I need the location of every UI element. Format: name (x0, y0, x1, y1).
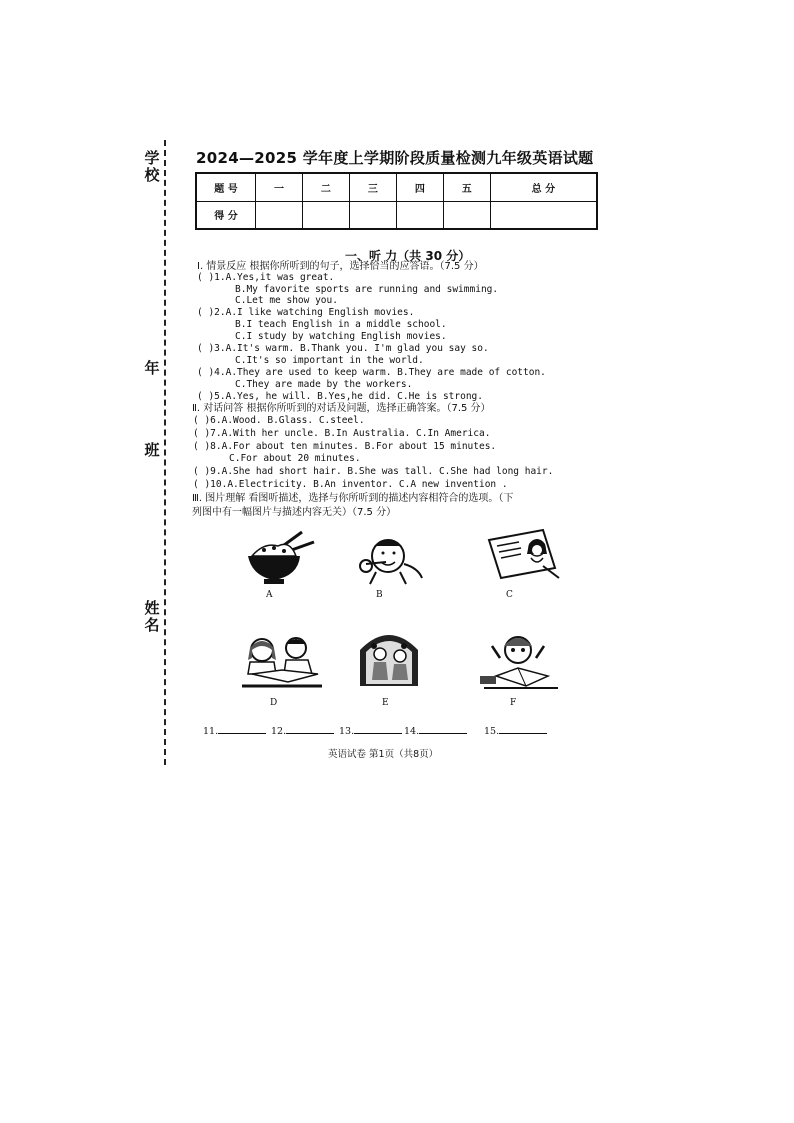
answer-blank-15[interactable] (484, 724, 547, 737)
score-table (195, 172, 598, 230)
picture-label-c: C (506, 590, 513, 600)
question-line: C.For about 20 minutes. (229, 453, 361, 464)
answer-blank-14[interactable] (404, 724, 467, 737)
score-header-cell: 五 (443, 173, 490, 201)
score-table-score-row (196, 201, 597, 229)
score-header-cell: 二 (302, 173, 349, 201)
blank-number: 12. (271, 726, 287, 737)
side-label-class: 班 (144, 441, 160, 459)
side-label-name: 姓名 (144, 599, 160, 634)
score-cell[interactable] (302, 201, 349, 229)
answer-blank-12[interactable] (271, 724, 334, 737)
picture-label-e: E (382, 698, 389, 708)
question-line: ( )7.A.With her uncle. B.In Australia. C.In America. (193, 428, 491, 439)
score-header-cell: 一 (256, 173, 303, 201)
question-line: C.I study by watching English movies. (235, 331, 447, 342)
boy-reading-picture (478, 628, 560, 692)
people-arch-picture (356, 624, 422, 690)
score-row-label: 得 分 (196, 201, 256, 229)
page-footer: 英语试卷 第1页（共8页） (328, 749, 439, 760)
side-label-grade: 年 (144, 359, 160, 377)
picture-label-d: D (270, 698, 278, 708)
score-header-cell: 总 分 (490, 173, 597, 201)
answer-blank-11[interactable] (203, 724, 266, 737)
score-header-cell: 四 (396, 173, 443, 201)
part1-heading: Ⅰ. 情景反应 根据你所听到的句子，选择恰当的应答语。（7.5 分） (197, 261, 484, 272)
score-table-header-row (196, 173, 597, 201)
score-cell[interactable] (349, 201, 396, 229)
question-line: B.My favorite sports are running and swimming. (235, 284, 499, 295)
score-cell[interactable] (443, 201, 490, 229)
question-line: ( )10.A.Electricity. B.An inventor. C.A new invention . (193, 479, 508, 490)
rice-bowl-picture (244, 530, 316, 588)
exam-title: 2024—2025 学年度上学期阶段质量检测九年级英语试题 (196, 149, 594, 167)
kids-studying-picture (238, 630, 326, 692)
score-cell[interactable] (256, 201, 303, 229)
question-line: C.Let me show you. (235, 295, 338, 306)
side-label-school: 学校 (144, 149, 160, 184)
question-line: ( )8.A.For about ten minutes. B.For about 15 minutes. (193, 441, 497, 452)
picture-label-a: A (266, 590, 273, 600)
part3-heading-continued: 列图中有一幅图片与描述内容无关）（7.5 分） (192, 507, 397, 518)
question-line: B.I teach English in a middle school. (235, 319, 447, 330)
picture-label-b: B (376, 590, 383, 600)
score-cell[interactable] (490, 201, 597, 229)
question-line: ( )3.A.It's warm. B.Thank you. I'm glad you say so. (197, 343, 489, 354)
blank-number: 11. (203, 726, 219, 737)
score-header-cell: 三 (349, 173, 396, 201)
blank-number: 15. (484, 726, 500, 737)
section-heading-listening: 一、听 力（共 30 分） (345, 249, 471, 263)
question-line: ( )1.A.Yes,it was great. (197, 272, 335, 283)
boy-brushing-picture (352, 534, 426, 586)
picture-label-f: F (510, 698, 517, 708)
score-cell[interactable] (396, 201, 443, 229)
score-header-cell: 题 号 (196, 173, 256, 201)
binding-dashed-line (164, 140, 166, 765)
answer-blank-13[interactable] (339, 724, 402, 737)
postcard-picture (485, 526, 561, 582)
blank-number: 14. (404, 726, 420, 737)
part3-heading: Ⅲ. 图片理解 看图听描述，选择与你所听到的描述内容相符合的选项。（下 (192, 493, 514, 504)
question-line: ( )4.A.They are used to keep warm. B.They are made of cotton. (197, 367, 546, 378)
question-line: ( )9.A.She had short hair. B.She was tall. C.She had long hair. (193, 466, 554, 477)
question-line: ( )5.A.Yes, he will. B.Yes,he did. C.He is strong. (197, 391, 483, 402)
question-line: ( )6.A.Wood. B.Glass. C.steel. (193, 415, 365, 426)
question-line: ( )2.A.I like watching English movies. (197, 307, 415, 318)
question-line: C.It's so important in the world. (235, 355, 424, 366)
part2-heading: Ⅱ. 对话问答 根据你所听到的对话及问题，选择正确答案。（7.5 分） (192, 403, 491, 414)
question-line: C.They are made by the workers. (235, 379, 413, 390)
blank-number: 13. (339, 726, 355, 737)
